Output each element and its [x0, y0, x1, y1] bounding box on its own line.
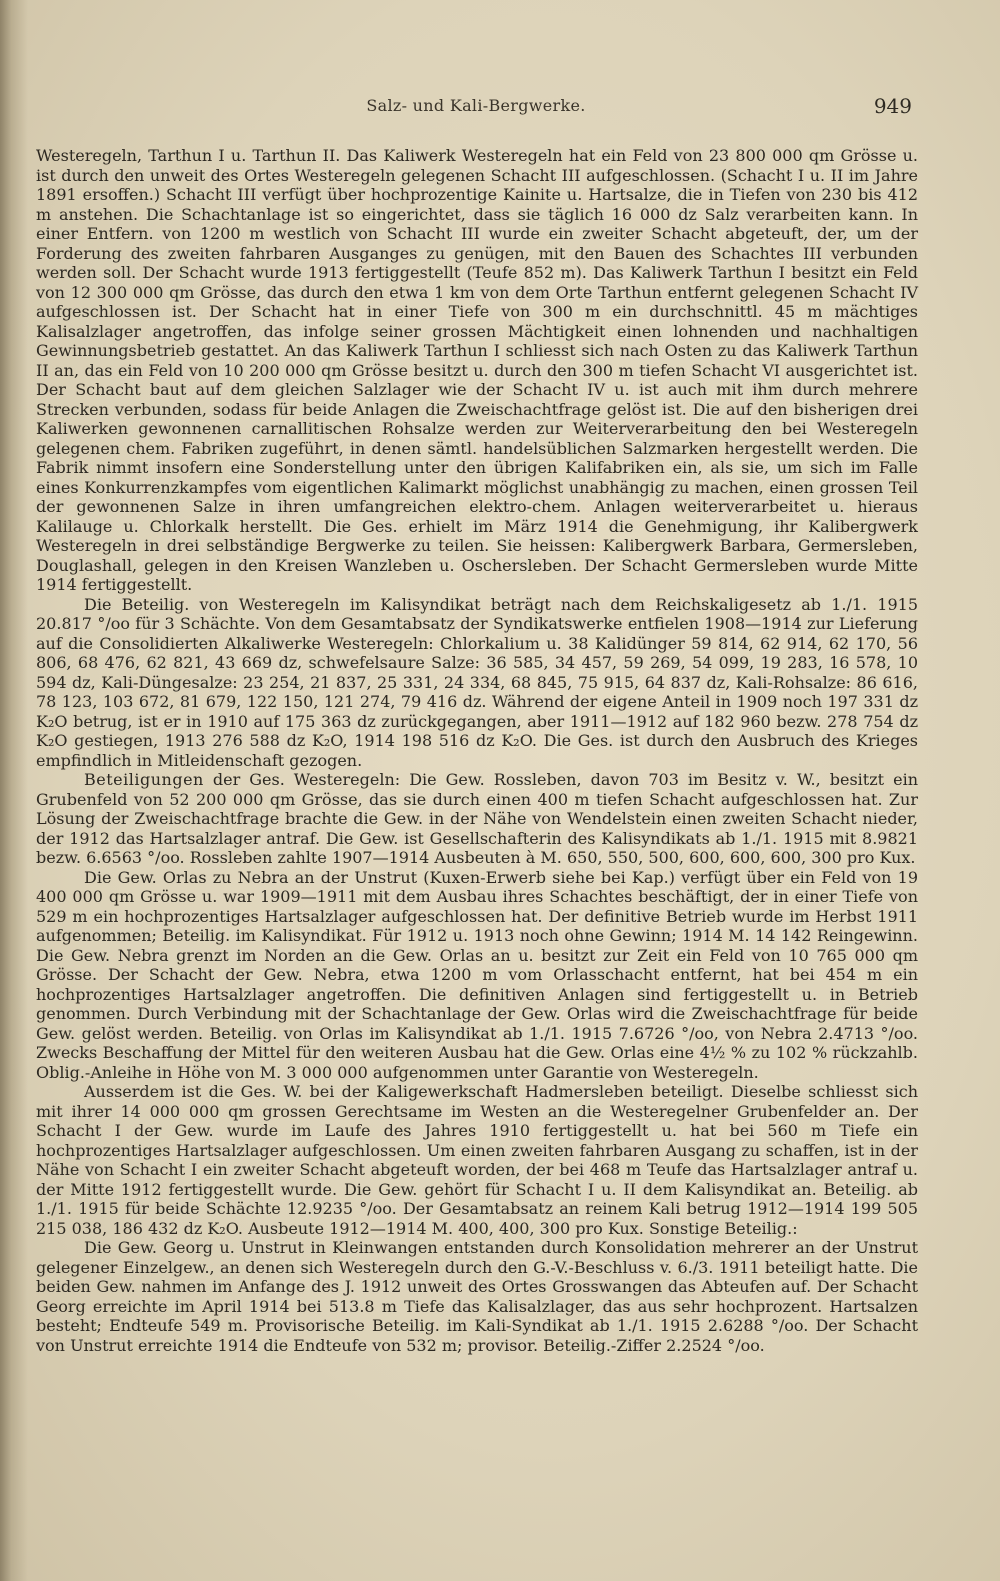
running-head: Salz- und Kali-Bergwerke.: [366, 96, 586, 115]
paragraph-text: Die Beteilig. von Westeregeln im Kalisyndikat beträgt nach dem Reichskaligesetz ab 1./1. 1915 20.817 °/oo für 3 Schächte. Von dem Gesamtabsatz der Syndikatswerke entfielen 1908—1914 zur Lieferung auf die Consolidierten Alkaliwerke Westeregeln: Chlorkalium u. 38 Kalidünger 59 814, 62 914, 62 170, 56 806, 68 476, 62 821, 43 669 dz, schwefelsaure Salze: 36 585, 34 457, 59 269, 54 099, 19 283, 16 578, 10 594 dz, Kali-Düngesalze: 23 254, 21 837, 25 331, 24 334, 68 845, 75 915, 64 837 dz, Kali-Rohsalze: 86 616, 78 123, 103 672, 81 679, 122 150, 121 274, 79 416 dz. Während der eigene Anteil in 1909 noch 197 331 dz K₂O betrug, ist er in 1910 auf 175 363 dz zurückgegangen, aber 1911—1912 auf 182 960 bezw. 278 754 dz K₂O gestiegen, 1913 276 588 dz K₂O, 1914 198 516 dz K₂O. Die Ges. ist durch den Ausbruch des Krieges empfindlich in Mitleidenschaft gezogen.: [36, 594, 918, 770]
page-number: 949: [873, 94, 912, 118]
paragraph-beteiligung: [36, 595, 918, 771]
paragraph-westeregeln: [36, 146, 918, 595]
page-gutter-shadow: [0, 0, 28, 1581]
paragraph-text: der Ges. Westeregeln: Die Gew. Rossleben, davon 703 im Besitz v. W., besitzt ein Grubenfeld von 52 200 000 qm Grösse, das sie durch einen 400 m tiefen Schacht aufgeschlossen hat. Zur Lösung der Zweischachtfrage brachte die Gew. in der Nähe von Wendelstein einen zweiten Schacht nieder, der 1912 das Hartsalzlager antraf. Die Gew. ist Gesellschafterin des Kalisyndikats ab 1./1. 1915 mit 8.9821 bezw. 6.6563 °/oo. Rossleben zahlte 1907—1914 Ausbeuten à M. 650, 550, 500, 600, 600, 600, 300 pro Kux.: [36, 770, 918, 867]
paragraph-text: Ausserdem ist die Ges. W. bei der Kaligewerkschaft Hadmersleben beteiligt. Dieselbe schliesst sich mit ihrer 14 000 000 qm grossen Gerechtsame im Westen an die Westeregelner Grubenfelder an. Der Schacht I der Gew. wurde im Laufe des Jahres 1910 fertiggestellt u. hat bei 560 m Tiefe ein hochprozentiges Hartsalzlager aufgeschlossen. Um einen zweiten fahrbaren Ausgang zu schaffen, ist in der Nähe von Schacht I ein zweiter Schacht abgeteuft worden, der bei 468 m Teufe das Hartsalzlager antraf u. der Mitte 1912 fertiggestellt wurde. Die Gew. gehört für Schacht I u. II dem Kalisyndikat an. Beteilig. ab 1./1. 1915 für beide Schächte 12.9235 °/oo. Der Gesamtabsatz an reinem Kali betrug 1912—1914 199 505 215 038, 186 432 dz K₂O. Ausbeute 1912—1914 M. 400, 400, 300 pro Kux. Sonstige Beteilig.:: [36, 1082, 918, 1238]
paragraph-beteiligungen: [36, 770, 918, 868]
paragraph-orlas: [36, 868, 918, 1083]
paragraph-text: Westeregeln, Tarthun I u. Tarthun II. Das Kaliwerk Westeregeln hat ein Feld von 23 800 000 qm Grösse u. ist durch den unweit des Ortes Westeregeln gelegenen Schacht III aufgeschlossen. (Schacht I u. II im Jahre 1891 ersoffen.) Schacht III verfügt über hochprozentige Kainite u. Hartsalze, die in Tiefen von 230 bis 412 m anstehen. Die Schachtanlage ist so eingerichtet, dass sie täglich 16 000 dz Salz verarbeiten kann. In einer Entfern. von 1200 m westlich von Schacht III wurde ein zweiter Schacht abgeteuft, der, um der Forderung des zweiten fahrbaren Ausganges zu genügen, mit den Bauen des Schachtes III verbunden werden soll. Der Schacht wurde 1913 fertiggestellt (Teufe 852 m). Das Kaliwerk Tarthun I besitzt ein Feld von 12 300 000 qm Grösse, das durch den etwa 1 km von dem Orte Tarthun entfernt gelegenen Schacht IV aufgeschlossen ist. Der Schacht hat in einer Tiefe von 300 m ein durchschnittl. 45 m mächtiges Kalisalzlager angetroffen, das infolge seiner grossen Mächtigkeit einen lohnenden und nachhaltigen Gewinnungsbetrieb gestattet. An das Kaliwerk Tarthun I schliesst sich nach Osten zu das Kaliwerk Tarthun II an, das ein Feld von 10 200 000 qm Grösse besitzt u. durch den 300 m tiefen Schacht VI ausgerichtet ist. Der Schacht baut auf dem gleichen Salzlager wie der Schacht IV u. ist auch mit ihm durch mehrere Strecken verbunden, sodass für beide Anlagen die Zweischachtfrage gelöst ist. Die auf den bisherigen drei Kaliwerken gewonnenen carnallitischen Rohsalze werden zur Weiterverarbeitung den bei Westeregeln gelegenen chem. Fabriken zugeführt, in denen sämtl. handelsüblichen Salzmarken hergestellt werden. Die Fabrik nimmt insofern eine Sonderstellung unter den übrigen Kalifabriken ein, als sie, um sich im Falle eines Konkurrenzkampfes vom eigentlichen Kalimarkt möglichst unabhängig zu machen, einen grossen Teil der gewonnenen Salze in ihren umfangreichen elektro-chem. Anlagen weiterverarbeitet u. hieraus Kalilauge u. Chlorkalk herstellt. Die Ges. erhielt im März 1914 die Genehmigung, ihr Kalibergwerk Westeregeln in drei selbständige Bergwerke zu teilen. Sie heissen: Kalibergwerk Barbara, Germersleben, Douglashall, gelegen in den Kreisen Wanzleben u. Oschersleben. Der Schacht Germersleben wurde Mitte 1914 fertiggestellt.: [36, 146, 918, 594]
paragraph-text: Die Gew. Georg u. Unstrut in Kleinwangen entstanden durch Konsolidation mehrerer an der Unstrut gelegener Einzelgew., an denen sich Westeregeln durch den G.-V.-Beschluss v. 6./3. 1911 beteiligt hatte. Die beiden Gew. nahmen im Anfange des J. 1912 unweit des Ortes Grosswangen das Abteufen auf. Der Schacht Georg erreichte im April 1914 bei 513.8 m Tiefe das Kalisalzlager, das aus sehr hochprozent. Hartsalzen besteht; Endteufe 549 m. Provisorische Beteilig. im Kali-Syndikat ab 1./1. 1915 2.6288 °/oo. Der Schacht von Unstrut erreichte 1914 die Endteufe von 532 m; provisor. Beteilig.-Ziffer 2.2524 °/oo.: [36, 1238, 918, 1355]
body-text: [36, 146, 918, 1355]
paragraph-text: Die Gew. Orlas zu Nebra an der Unstrut (Kuxen-Erwerb siehe bei Kap.) verfügt über ein Feld von 19 400 000 qm Grösse u. war 1909—1911 mit dem Ausbau ihres Schachtes beschäftigt, der in einer Tiefe von 529 m ein hochprozentiges Hartsalzlager aufgeschlossen hat. Der definitive Betrieb wurde im Herbst 1911 aufgenommen; Beteilig. im Kalisyndikat. Für 1912 u. 1913 noch ohne Gewinn; 1914 M. 14 142 Reingewinn. Die Gew. Nebra grenzt im Norden an die Gew. Orlas an u. besitzt zur Zeit ein Feld von 10 765 000 qm Grösse. Der Schacht der Gew. Nebra, etwa 1200 m vom Orlasschacht entfernt, hat bei 454 m ein hochprozentiges Hartsalzlager angetroffen. Die definitiven Anlagen sind fertiggestellt u. in Betrieb genommen. Durch Verbindung mit der Schachtanlage der Gew. Orlas wird die Zweischachtfrage für beide Gew. gelöst werden. Beteilig. von Orlas im Kalisyndikat ab 1./1. 1915 7.6726 °/oo, von Nebra 2.4713 °/oo. Zwecks Beschaffung der Mittel für den weiteren Ausbau hat die Gew. Orlas eine 4½ % zu 102 % rückzahlb. Oblig.-Anleihe in Höhe von M. 3 000 000 aufgenommen unter Garantie von Westeregeln.: [36, 867, 918, 1082]
page-header: [40, 96, 912, 124]
paragraph-hadmersleben: [36, 1082, 918, 1238]
paragraph-georg-unstrut: [36, 1238, 918, 1355]
paragraph-lead: Beteiligungen: [84, 770, 204, 789]
